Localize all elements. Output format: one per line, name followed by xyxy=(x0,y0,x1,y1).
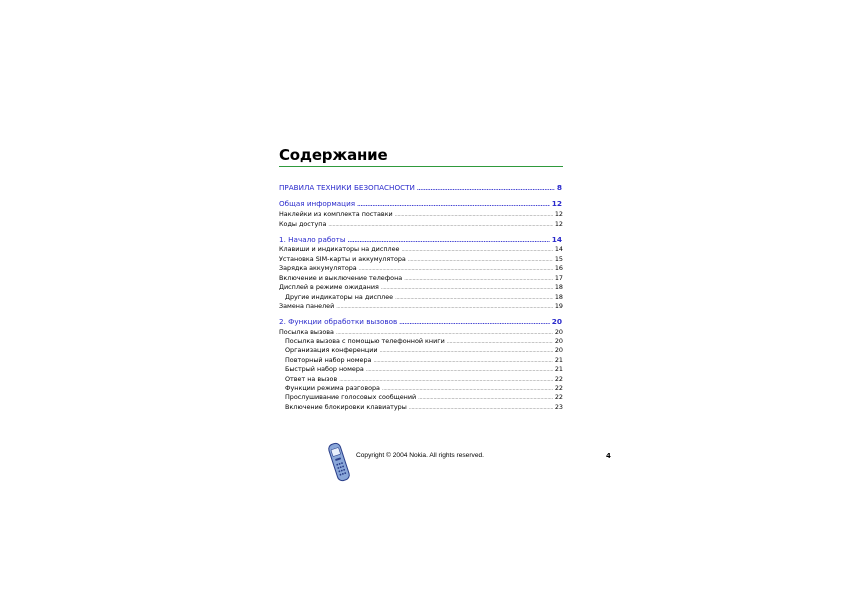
page-number: 4 xyxy=(606,452,611,460)
toc-entry-page: 14 xyxy=(551,235,562,244)
toc-entry-page: 14 xyxy=(554,245,563,253)
phone-icon xyxy=(327,441,351,483)
toc-heading[interactable] xyxy=(279,318,563,327)
toc-entry-label: Организация конференции xyxy=(285,346,378,354)
toc-entry-label: Установка SIM-карты и аккумулятора xyxy=(279,255,406,263)
toc-leader-dots xyxy=(395,211,553,219)
toc-entry[interactable] xyxy=(279,346,563,355)
toc-entry[interactable] xyxy=(279,220,563,229)
toc-entry-page: 21 xyxy=(554,356,563,364)
toc-entry[interactable] xyxy=(279,283,563,292)
toc-entry-label: Посылка вызова xyxy=(279,328,334,336)
toc-leader-dots xyxy=(336,329,553,337)
toc-entry-label: Клавиши и индикаторы на дисплее xyxy=(279,245,400,253)
toc-entry-page: 20 xyxy=(551,317,562,326)
toc-entry[interactable] xyxy=(279,365,563,374)
toc-entry-label: Другие индикаторы на дисплее xyxy=(285,293,394,301)
toc-leader-dots xyxy=(328,221,552,229)
toc-leader-dots xyxy=(447,338,553,346)
toc-entry[interactable] xyxy=(279,393,563,402)
toc-entry-label: 2. Функции обработки вызовов xyxy=(279,317,398,326)
toc-entry-label: Включение и выключение телефона xyxy=(279,274,403,282)
toc-leader-dots xyxy=(401,246,552,254)
toc-entry-page: 15 xyxy=(554,255,563,263)
toc-entry-page: 20 xyxy=(554,346,563,354)
toc-entry[interactable] xyxy=(279,274,563,283)
page-title: Содержание xyxy=(279,146,388,164)
toc-leader-dots xyxy=(404,275,553,283)
toc-heading[interactable] xyxy=(279,236,563,245)
toc-entry[interactable] xyxy=(279,293,563,302)
toc-entry-page: 18 xyxy=(554,283,563,291)
toc-entry-page: 20 xyxy=(554,328,563,336)
toc-entry-label: Функции режима разговора xyxy=(285,384,380,392)
toc-entry[interactable] xyxy=(279,375,563,384)
toc-entry-page: 22 xyxy=(554,384,563,392)
toc-entry-label: Замена панелей xyxy=(279,302,335,310)
toc-entry[interactable] xyxy=(279,210,563,219)
toc-entry-page: 18 xyxy=(554,293,563,301)
toc-entry[interactable] xyxy=(279,255,563,264)
toc-entry-label: Быстрый набор номера xyxy=(285,365,364,373)
toc-leader-dots xyxy=(336,303,553,311)
toc-entry-page: 20 xyxy=(554,337,563,345)
toc-entry-label: Наклейки из комплекта поставки xyxy=(279,210,393,218)
toc-entry-page: 12 xyxy=(551,199,562,208)
toc-entry-label: Общая информация xyxy=(279,199,356,208)
toc-leader-dots xyxy=(417,185,555,193)
toc-entry-label: Коды доступа xyxy=(279,220,327,228)
toc-leader-dots xyxy=(409,404,553,412)
toc-entry-page: 22 xyxy=(554,393,563,401)
toc-entry[interactable] xyxy=(279,245,563,254)
toc-entry-page: 22 xyxy=(554,375,563,383)
toc-entry[interactable] xyxy=(279,403,563,412)
toc-leader-dots xyxy=(395,294,553,302)
toc-entry-page: 17 xyxy=(554,274,563,282)
toc-leader-dots xyxy=(373,357,552,365)
toc-leader-dots xyxy=(348,237,550,245)
toc-entry-page: 8 xyxy=(556,183,562,192)
toc-entry[interactable] xyxy=(279,264,563,273)
toc-entry[interactable] xyxy=(279,328,563,337)
toc-entry-page: 16 xyxy=(554,264,563,272)
toc-entry-label: Посылка вызова с помощью телефонной книги xyxy=(285,337,445,345)
toc-entry[interactable] xyxy=(279,384,563,393)
toc-entry-label: Повторный набор номера xyxy=(285,356,372,364)
footer-copyright: Copyright © 2004 Nokia. All rights reserved. xyxy=(356,452,485,459)
toc-leader-dots xyxy=(408,256,553,264)
title-divider xyxy=(279,166,563,167)
toc-entry-label: Зарядка аккумулятора xyxy=(279,264,357,272)
toc-leader-dots xyxy=(382,385,553,393)
toc-entry-label: Ответ на вызов xyxy=(285,375,338,383)
toc-entry-page: 23 xyxy=(554,403,563,411)
toc-entry[interactable] xyxy=(279,356,563,365)
toc-entry-label: 1. Начало работы xyxy=(279,235,346,244)
toc-heading[interactable] xyxy=(279,200,563,209)
toc-leader-dots xyxy=(381,284,553,292)
toc-leader-dots xyxy=(399,319,549,327)
toc-entry-page: 21 xyxy=(554,365,563,373)
toc-entry-page: 19 xyxy=(554,302,563,310)
toc-leader-dots xyxy=(359,265,553,273)
toc-leader-dots xyxy=(357,201,550,209)
toc-leader-dots xyxy=(339,376,553,384)
toc-heading[interactable] xyxy=(279,184,563,193)
toc-entry[interactable] xyxy=(279,302,563,311)
toc-leader-dots xyxy=(418,394,553,402)
toc-entry-label: ПРАВИЛА ТЕХНИКИ БЕЗОПАСНОСТИ xyxy=(279,183,415,192)
toc-entry[interactable] xyxy=(279,337,563,346)
toc-entry-label: Включение блокировки клавиатуры xyxy=(285,403,407,411)
toc-leader-dots xyxy=(366,366,553,374)
toc-entry-label: Дисплей в режиме ожидания xyxy=(279,283,379,291)
toc-leader-dots xyxy=(380,347,553,355)
toc-entry-page: 12 xyxy=(554,210,563,218)
toc-entry-label: Прослушивание голосовых сообщений xyxy=(285,393,417,401)
toc-entry-page: 12 xyxy=(554,220,563,228)
